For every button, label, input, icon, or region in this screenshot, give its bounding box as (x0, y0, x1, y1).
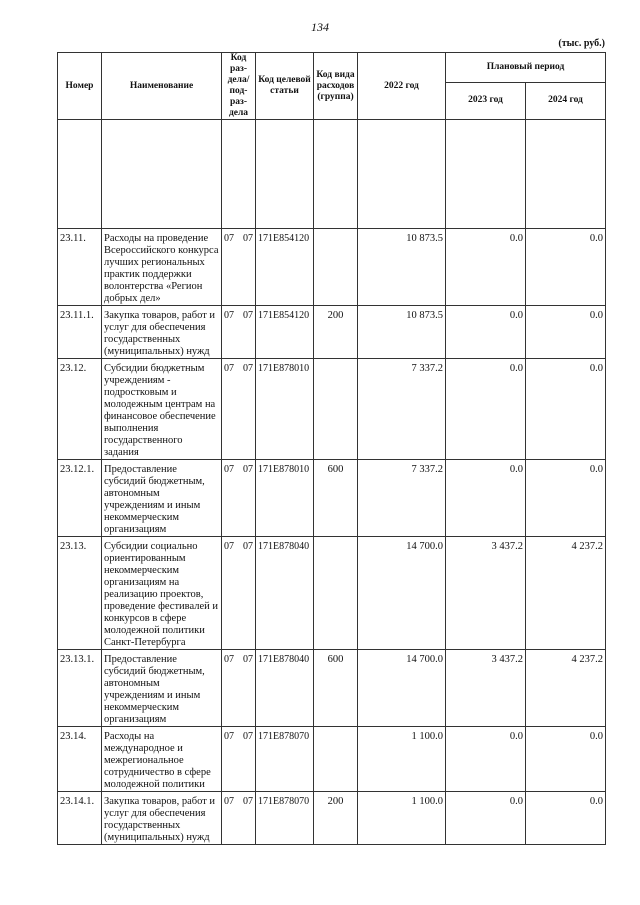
row-subsection: 07 (243, 233, 253, 244)
header-year-2023: 2023 год (446, 82, 526, 119)
row-name: Расходы на проведение Всероссийского конкурса лучших региональных практик поддержки волонтерства «Регион добрых дел» (102, 229, 222, 306)
table-row (58, 650, 606, 727)
row-name: Закупка товаров, работ и услуг для обеспечения государственных (муниципальных) нужд (102, 306, 222, 359)
row-number: 23.13.1. (58, 650, 102, 727)
header-number: Номер (58, 53, 102, 120)
row-expense-type (314, 727, 358, 792)
row-name: Предоставление субсидий бюджетным, автономным учреждениям и иным некоммерческим организациям (102, 650, 222, 727)
row-expense-type (314, 229, 358, 306)
row-amount-2023: 0.0 (446, 306, 526, 359)
row-subsection: 07 (243, 464, 253, 475)
row-target-code: 171E878010 (256, 460, 314, 537)
row-section: 07 (224, 363, 234, 374)
row-amount-2023: 3 437.2 (446, 650, 526, 727)
row-subsection: 07 (243, 310, 253, 321)
row-amount-2024: 0.0 (526, 359, 606, 460)
row-amount-2024: 4 237.2 (526, 650, 606, 727)
row-amount-2022: 10 873.5 (358, 229, 446, 306)
table-row (58, 306, 606, 359)
row-section-code (222, 727, 256, 792)
row-section-code (222, 306, 256, 359)
row-name: Закупка товаров, работ и услуг для обеспечения государственных (муниципальных) нужд (102, 792, 222, 845)
budget-table (57, 52, 606, 845)
row-amount-2024: 0.0 (526, 306, 606, 359)
header-section-code: Код раз-дела/ под-раз-дела (222, 53, 256, 120)
table-row (58, 229, 606, 306)
row-amount-2024: 4 237.2 (526, 537, 606, 650)
row-amount-2023: 3 437.2 (446, 537, 526, 650)
table-row (58, 460, 606, 537)
header-target-code: Код целевой статьи (256, 53, 314, 120)
row-expense-type: 600 (314, 650, 358, 727)
row-number: 23.13. (58, 537, 102, 650)
row-amount-2022: 7 337.2 (358, 359, 446, 460)
row-number: 23.11.1. (58, 306, 102, 359)
row-number: 23.12. (58, 359, 102, 460)
header-year-2022: 2022 год (358, 53, 446, 120)
row-amount-2023: 0.0 (446, 460, 526, 537)
row-amount-2022: 1 100.0 (358, 727, 446, 792)
row-target-code: 171E878040 (256, 537, 314, 650)
header-name: Наименование (102, 53, 222, 120)
row-target-code: 171E854120 (256, 229, 314, 306)
row-section-code (222, 359, 256, 460)
row-name: Субсидии социально ориентированным некоммерческим организациям на реализацию проектов, проведение фестивалей и конкурсов в сфере молодежной политики Санкт-Петербурга (102, 537, 222, 650)
row-amount-2022: 7 337.2 (358, 460, 446, 537)
table-row (58, 792, 606, 845)
row-section: 07 (224, 731, 234, 742)
row-subsection: 07 (243, 796, 253, 807)
table-body (58, 229, 606, 845)
row-section-code (222, 460, 256, 537)
units-label: (тыс. руб.) (558, 38, 605, 49)
row-subsection: 07 (243, 541, 253, 552)
row-amount-2023: 0.0 (446, 359, 526, 460)
row-number: 23.14.1. (58, 792, 102, 845)
table-row (58, 537, 606, 650)
row-section-code (222, 650, 256, 727)
row-amount-2023: 0.0 (446, 229, 526, 306)
row-number: 23.11. (58, 229, 102, 306)
row-section: 07 (224, 796, 234, 807)
page-number: 134 (311, 20, 329, 34)
row-target-code: 171E878010 (256, 359, 314, 460)
row-expense-type (314, 537, 358, 650)
header-spacer (58, 120, 606, 229)
row-name: Субсидии бюджетным учреждениям - подростковым и молодежным центрам на финансовое обеспечение выполнения государственного задания (102, 359, 222, 460)
row-section-code (222, 792, 256, 845)
header-year-2024: 2024 год (526, 82, 606, 119)
row-subsection: 07 (243, 654, 253, 665)
row-amount-2024: 0.0 (526, 229, 606, 306)
row-amount-2022: 10 873.5 (358, 306, 446, 359)
row-number: 23.14. (58, 727, 102, 792)
row-amount-2022: 1 100.0 (358, 792, 446, 845)
row-amount-2022: 14 700.0 (358, 537, 446, 650)
row-amount-2022: 14 700.0 (358, 650, 446, 727)
budget-table-wrapper (57, 52, 605, 845)
row-target-code: 171E878070 (256, 727, 314, 792)
row-expense-type: 200 (314, 306, 358, 359)
row-amount-2024: 0.0 (526, 727, 606, 792)
header-expense-type-code: Код вида расходов (группа) (314, 53, 358, 120)
row-amount-2024: 0.0 (526, 792, 606, 845)
table-row (58, 727, 606, 792)
table-header (58, 53, 606, 229)
row-section: 07 (224, 233, 234, 244)
row-section: 07 (224, 464, 234, 475)
row-target-code: 171E854120 (256, 306, 314, 359)
row-target-code: 171E878070 (256, 792, 314, 845)
row-expense-type: 600 (314, 460, 358, 537)
row-section-code (222, 229, 256, 306)
row-number: 23.12.1. (58, 460, 102, 537)
row-name: Предоставление субсидий бюджетным, автономным учреждениям и иным некоммерческим организациям (102, 460, 222, 537)
row-expense-type: 200 (314, 792, 358, 845)
row-amount-2024: 0.0 (526, 460, 606, 537)
row-target-code: 171E878040 (256, 650, 314, 727)
row-section: 07 (224, 541, 234, 552)
header-planning-period: Плановый период (446, 53, 606, 83)
row-subsection: 07 (243, 363, 253, 374)
row-section-code (222, 537, 256, 650)
row-section: 07 (224, 310, 234, 321)
table-row (58, 359, 606, 460)
row-section: 07 (224, 654, 234, 665)
row-amount-2023: 0.0 (446, 727, 526, 792)
row-expense-type (314, 359, 358, 460)
row-subsection: 07 (243, 731, 253, 742)
row-name: Расходы на международное и межрегиональное сотрудничество в сфере молодежной политики (102, 727, 222, 792)
row-amount-2023: 0.0 (446, 792, 526, 845)
